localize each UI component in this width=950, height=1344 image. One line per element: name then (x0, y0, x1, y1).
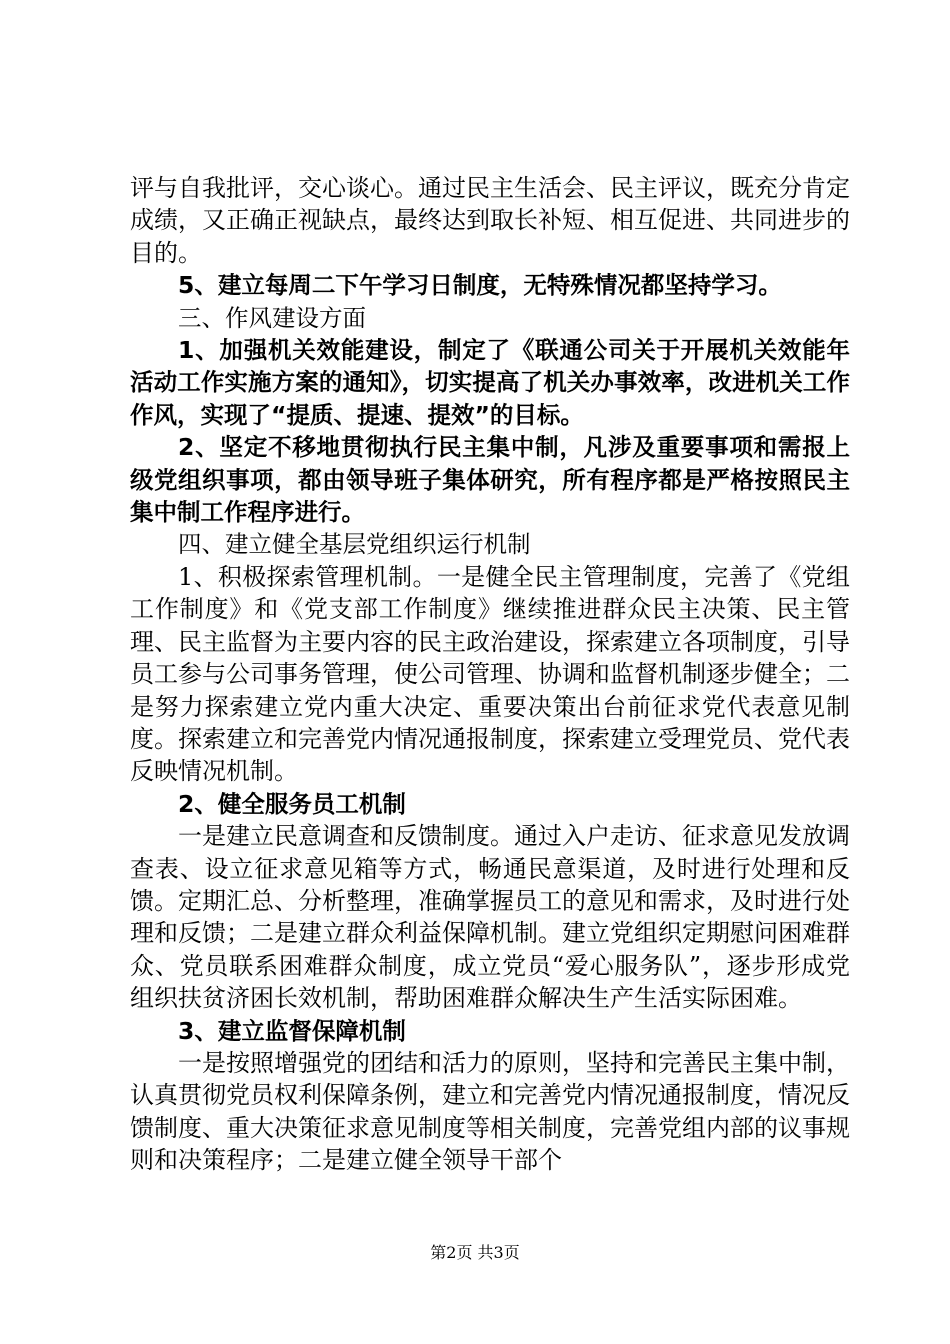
section-heading-3: 三、作风建设方面 (178, 303, 366, 332)
paragraph-style-1: 1、加强机关效能建设，制定了《联通公司关于开展机关效能年活动工作实施方案的通知》，切实提高了机关办事效率，改进机关工作作风，实现了“提质、提速、提效”的目标。 (130, 336, 850, 429)
paragraph-style-2: 2、坚定不移地贯彻执行民主集中制，凡涉及重要事项和需报上级党组织事项，都由领导班子集体研究，所有程序都是严格按照民主集中制工作程序进行。 (130, 433, 850, 527)
subheading-service-mechanism: 2、健全服务员工机制 (178, 789, 406, 818)
paragraph-mechanism-1: 1、积极探索管理机制。一是健全民主管理制度，完善了《党组工作制度》和《党支部工作制度》继续推进群众民主决策、民主管理、民主监督为主要内容的民主政治建设，探索建立各项制度，引导员工参与公司事务管理，使公司管理、协调和监督机制逐步健全；二是努力探索建立党内重大决定、重要决策出台前征求党代表意见制度。探索建立和完善党内情况通报制度，探索建立受理党员、党代表反映情况机制。 (130, 562, 850, 786)
paragraph-continuation: 评与自我批评，交心谈心。通过民主生活会、民主评议，既充分肯定成绩，又正确正视缺点，最终达到取长补短、相互促进、共同进步的目的。 (130, 174, 850, 267)
section-heading-4: 四、建立健全基层党组织运行机制 (178, 530, 531, 559)
document-body (130, 172, 850, 1177)
paragraph-service-mechanism: 一是建立民意调查和反馈制度。通过入户走访、征求意见发放调查表、设立征求意见箱等方式，畅通民意渠道，及时进行处理和反馈。定期汇总、分析整理，准确掌握员工的意见和需求，及时进行处理和反馈；二是建立群众利益保障机制。建立党组织定期慰问困难群众、党员联系困难群众制度，成立党员“爱心服务队”，逐步形成党组织扶贫济困长效机制，帮助困难群众解决生产生活实际困难。 (130, 822, 850, 1013)
page-number-footer: 第2页 共3页 (430, 1243, 520, 1262)
subheading-supervision-mechanism: 3、建立监督保障机制 (178, 1016, 406, 1045)
paragraph-item-5: 5、建立每周二下午学习日制度，无特殊情况都坚持学习。 (178, 271, 782, 300)
paragraph-supervision-mechanism: 一是按照增强党的团结和活力的原则，坚持和完善民主集中制，认真贯彻党员权利保障条例，建立和完善党内情况通报制度，情况反馈制度、重大决策征求意见制度等相关制度，完善党组内部的议事规则和决策程序；二是建立健全领导干部个 (130, 1048, 850, 1175)
